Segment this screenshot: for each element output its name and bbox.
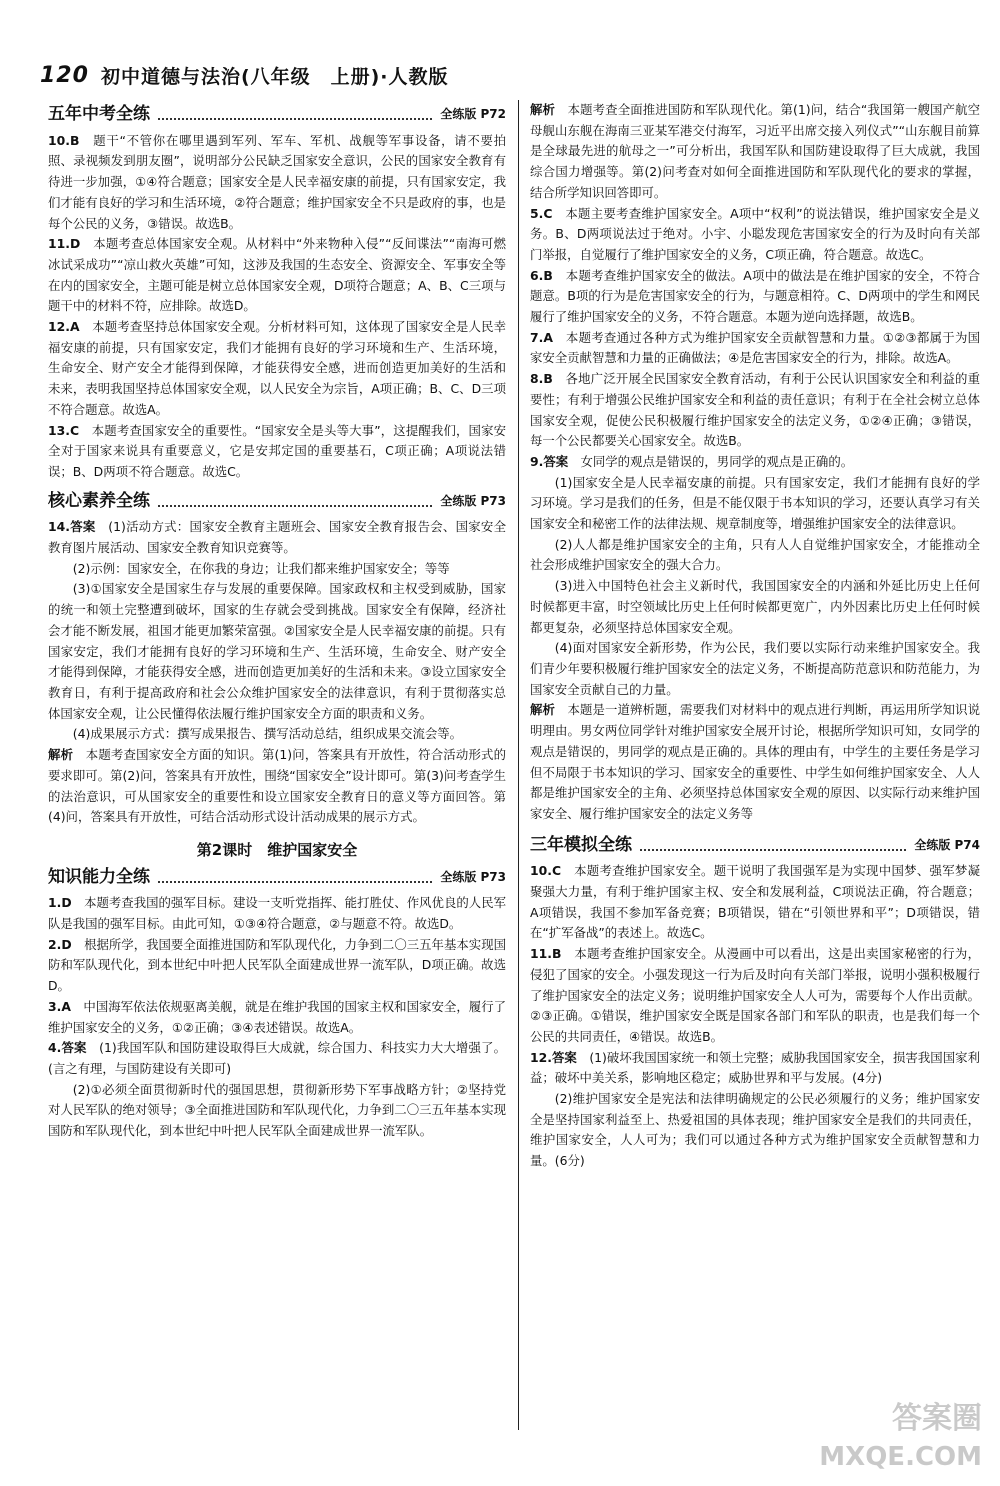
answer-item: 5.C 本题主要考查维护国家安全。A项中“权利”的说法错误，维护国家安全是义务。B、D两项说法过于绝对。小宇、小聪发现危害国家安全的行为及时向有关部门举报，自觉履行了维护国家安全的义务，C项正确，符合题意。故选C。 [530, 205, 980, 262]
right-column [530, 100, 980, 1172]
answer-paragraph: (4)面对国家安全新形势，作为公民，我们要以实际行动来维护国家安全。我们青少年要积极履行维护国家安全的法定义务，不断提高防范意识和防范能力，为国家安全贡献自己的力量。 [530, 640, 980, 697]
answer-item: 1.D 本题考查我国的强军目标。建设一支听党指挥、能打胜仗、作风优良的人民军队是我国的强军目标。由此可知，①③④符合题意，②与题意不符。故选D。 [48, 895, 507, 932]
answer-paragraph: (1)国家安全是人民幸福安康的前提。只有国家安定，我们才能拥有良好的学习环境。学习是我们的任务，但是不能仅限于书本知识的学习，还要认真学习有关国家安全和秘密工作的法律法规、规章制度等，增强维护国家安全的法律意识。 [530, 474, 980, 532]
answer-item: 13.C 本题考查国家安全的重要性。“国家安全是头等大事”，这提醒我们，国家安全对于国家来说具有重要意义，它是安邦定国的重要基石，C项正确；A项说法错误；B、D两项不符合题意。故选C。 [48, 422, 507, 479]
watermark-logo: 答案圈 MXQE.COM [819, 1401, 982, 1472]
answer-item: 4.答案 (1)我国军队和国防建设取得巨大成就，综合国力、科技实力大大增强了。(言之有理，与国防建设有关即可) [48, 1040, 506, 1076]
section-header: 三年模拟全练 全练版 P74 [530, 834, 980, 855]
answer-item: 10.C 本题考查维护国家安全。题干说明了我国强军是为实现中国梦、强军梦凝聚强大力量，有利于维护国家主权、安全和发展利益，C项说法正确，符合题意；A项错误，我国不参加军备竞赛；B项错误，错在“引领世界和平”；D项错误，错在“扩军备战”的表述上。故选C。 [530, 863, 981, 941]
book-title: 初中道德与法治(八年级 上册)·人教版 [100, 65, 449, 88]
lesson-title: 第2课时 维护国家安全 [196, 840, 358, 859]
answer-item: 11.B 本题考查维护国家安全。从漫画中可以看出，这是出卖国家秘密的行为，侵犯了国家的安全。小强发现这一行为后及时向有关部门举报，说明小强积极履行了维护国家安全的法定义务；说明维护国家安全人人可为，需要每个人作出贡献。②③正确。①错误，维护国家安全既是国家各部门和军队的职责，也是我们每一个公民的共同责任，④错误。故选B。 [530, 946, 981, 1044]
answer-item: 6.B 本题考查维护国家安全的做法。A项中的做法是在维护国家的安全，不符合题意。B项的行为是危害国家安全的行为，与题意相符。C、D两项中的学生和网民履行了维护国家安全的义务，不符合题意。本题为逆向选择题，故选B。 [530, 267, 981, 325]
left-column [48, 100, 506, 1142]
answer-item: 3.A 中国海军依法依规驱离美舰，就是在维护我国的国家主权和国家安全，履行了维护国家安全的义务，①②正确；③④表述错误。故选A。 [48, 998, 507, 1035]
answer-paragraph: (4)成果展示方式：撰写成果报告、撰写活动总结，组织成果交流会等。 [72, 726, 463, 742]
column-divider [518, 100, 519, 1430]
answer-item: 12.A 本题考查坚持总体国家安全观。分析材料可知，这体现了国家安全是人民幸福安康的前提，只有国家安定，我们才能拥有良好的学习环境和生产、生活环境，生命安全、财产安全才能得到保障，才能获得安全感，进而创造更加美好的生活和未来，表明我国坚持总体国家安全观，以人民安全为宗旨，A项正确；B、C、D三项不符合题意。故选A。 [48, 319, 507, 417]
answer-paragraph: (2)维护国家安全是宪法和法律明确规定的公民必须履行的义务；维护国家安全是坚持国家利益至上、热爱祖国的具体表现；维护国家安全是我们的共同责任，维护国家安全，人人可为；我们可以通过各种方式为维护国家安全贡献智慧和力量。(6分) [530, 1091, 980, 1169]
analysis: 解析 本题考查国家安全方面的知识。第(1)问，答案具有开放性，符合活动形式的要求即可。第(2)问，答案具有开放性，围绕“国家安全”设计即可。第(3)问考查学生的法治意识，可从国家安全的重要性和设立国家安全教育日的意义等方面回答。第(4)问，答案具有开放性，可结合活动形式设计活动成果的展示方式。 [48, 747, 507, 825]
answer-item: 2.D 根据所学，我国要全面推进国防和军队现代化，力争到二〇三五年基本实现国防和军队现代化，到本世纪中叶把人民军队全面建成世界一流军队，D项正确。故选D。 [48, 936, 507, 994]
page-number: 120 [40, 62, 89, 88]
answer-item: 8.B 各地广泛开展全民国家安全教育活动，有利于公民认识国家安全和利益的重要性；有利于增强公民维护国家安全和利益的责任意识；有利于在全社会树立总体国家安全观，促使公民积极履行维护国家安全的法定义务，①②④正确；③错误，每一个公民都要关心国家安全。故选B。 [530, 371, 981, 449]
answer-item: 10.B 题干“不管你在哪里遇到军列、军车、军机、战舰等军事设备，请不要拍照、录视频发到朋友圈”，说明部分公民缺乏国家安全意识，公民的国家安全教育有待进一步加强，①④符合题意；国家安全是人民幸福安康的前提，只有国家安定，我们才能有良好的学习和生活环境，②符合题意；维护国家安全不只是政府的事，也是每个公民的义务，③错误。故选B。 [48, 132, 506, 231]
answer-item: 11.D 本题考查总体国家安全观。从材料中“外来物种入侵”“反间谍法”“南海可燃冰试采成功”“凉山救火英雄”可知，这涉及我国的生态安全、资源安全、军事安全等在内的国家安全，主题可能是树立总体国家安全观，D项符合题意；A、B、C三项与题干中的材料不符，应排除。故选D。 [48, 236, 506, 314]
answer-item: 7.A 本题考查通过各种方式为维护国家安全贡献智慧和力量。①②③都属于为国家安全贡献智慧和力量的正确做法；④是危害国家安全的行为，排除。故选A。 [530, 329, 981, 366]
analysis: 解析 本题考查全面推进国防和军队现代化。第(1)问，结合“我国第一艘国产航空母舰山东舰在海南三亚某军港交付海军，习近平出席交接入列仪式”“山东舰目前算是全球最先进的航母之一”可分析出，我国军队和国防建设取得了巨大成就，我国综合国力增强等。第(2)问考查对如何全面推进国防和军队现代化的要求的掌握，结合所学知识回答即可。 [530, 102, 981, 200]
answer-paragraph: (2)①必须全面贯彻新时代的强国思想，贯彻新形势下军事战略方针；②坚持党对人民军队的绝对领导；③全面推进国防和军队现代化，力争到二〇三五年基本实现国防和军队现代化，到本世纪中叶把人民军队全面建成世界一流军队。 [48, 1081, 506, 1139]
answer-paragraph: (2)示例：国家安全，在你我的身边；让我们都来维护国家安全；等等 [72, 560, 450, 576]
section-header: 核心素养全练 全练版 P73 [48, 490, 506, 511]
section-header: 五年中考全练 全练版 P72 [48, 104, 506, 124]
page-header [40, 58, 449, 92]
analysis: 解析 本题是一道辨析题，需要我们对材料中的观点进行判断，再运用所学知识说明理由。男女两位同学针对维护国家安全展开讨论，根据所学知识可知，女同学的观点是错误的，男同学的观点是正确的。具体的理由有，中学生的主要任务是学习但不局限于书本知识的学习、国家安全的重要性、中学生如何维护国家安全、人人都是维护国家安全的主角、必须坚持总体国家安全观的原因、以实际行动来维护国家安全、履行维护国家安全的法定义务等 [530, 702, 981, 821]
answer-item: 12.答案 (1)破坏我国国家统一和领土完整；威胁我国国家安全，损害我国国家利益；破坏中美关系，影响地区稳定；威胁世界和平与发展。(4分) [530, 1049, 980, 1086]
answer-paragraph: (3)①国家安全是国家生存与发展的重要保障。国家政权和主权受到威胁，国家的统一和领土完整遭到破坏，国家的生存就会受到挑战。国家安全有保障，经济社会才能不断发展，祖国才能更加繁荣富强。②国家安全是人民幸福安康的前提。只有国家安定，我们才能拥有良好的学习环境和生产、生活环境，生命安全、财产安全才能得到保障，才能获得安全感，进而创造更加美好的生活和未来。③设立国家安全教育日，有利于提高政府和社会公众维护国家安全的法律意识，有利于贯彻落实总体国家安全观，让公民懂得依法履行维护国家安全方面的职责和义务。 [48, 581, 506, 721]
answer-paragraph: (3)进入中国特色社会主义新时代，我国国家安全的内涵和外延比历史上任何时候都更丰富，时空领域比历史上任何时候都更宽广，内外因素比历史上任何时候都更复杂，必须坚持总体国家安全观。 [530, 578, 980, 635]
answer-item: 9.答案 女同学的观点是错误的，男同学的观点是正确的。 [530, 453, 854, 469]
answer-paragraph: (2)人人都是维护国家安全的主角，只有人人自觉维护国家安全，才能推动全社会形成维护国家安全的强大合力。 [530, 536, 980, 573]
answer-item: 14.答案 (1)活动方式：国家安全教育主题班会、国家安全教育报告会、国家安全教育图片展活动、国家安全教育知识竞赛等。 [48, 519, 507, 556]
section-header: 知识能力全练 全练版 P73 [48, 866, 506, 887]
